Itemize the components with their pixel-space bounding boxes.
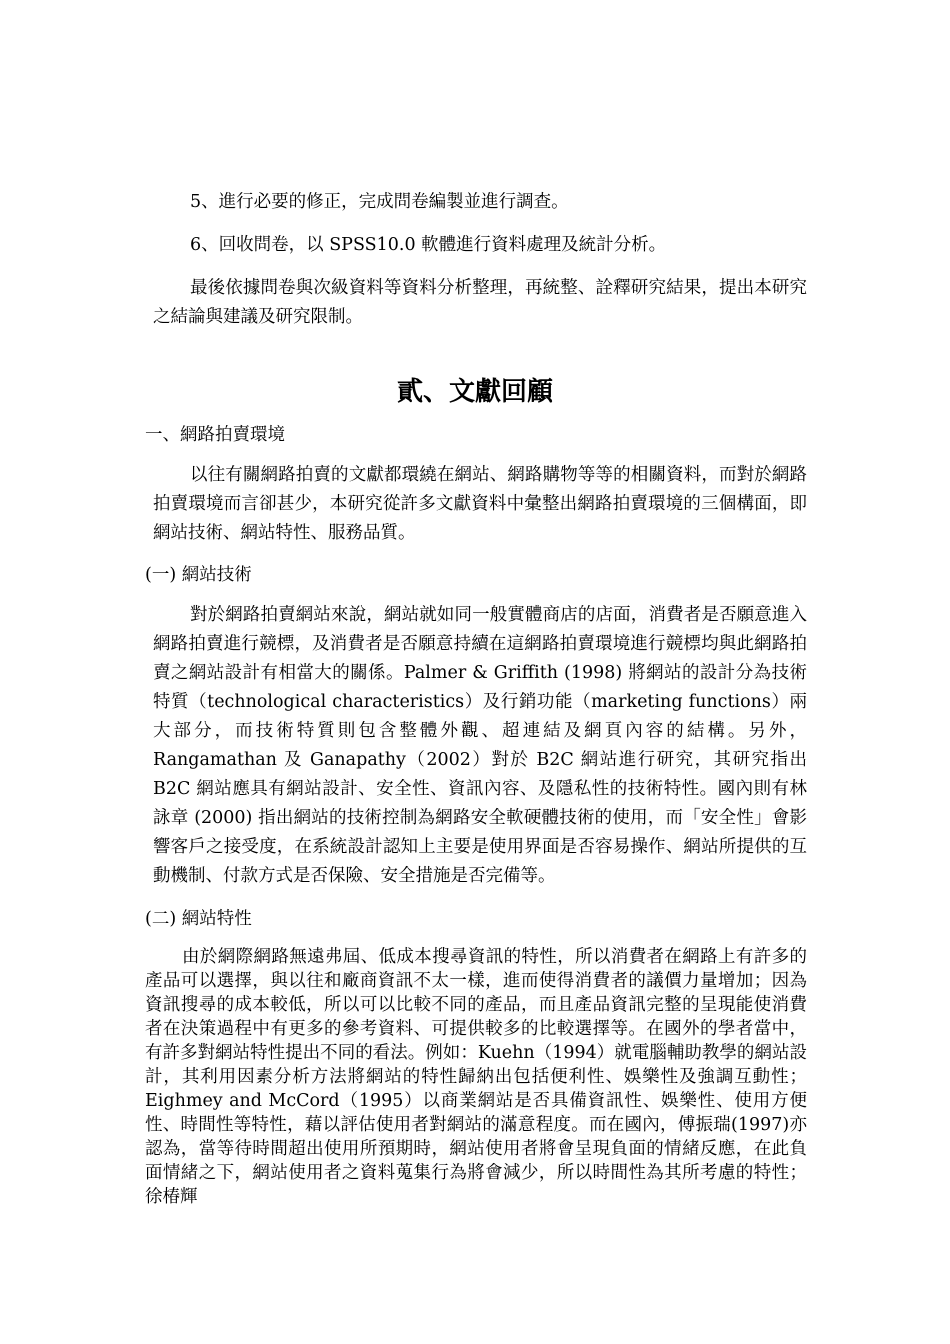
chapter-title: 貳、文獻回顧 [396, 377, 553, 407]
subsection-heading-tech: (一) 網站技術 [145, 565, 252, 585]
subsection-heading-feature: (二) 網站特性 [145, 909, 252, 929]
summary-paragraph: 最後依據問卷與次級資料等資料分析整理，再統整、詮釋研究結果，提出本研究之結論與建議及研究限制。 [153, 278, 807, 327]
list-item-5: 5、進行必要的修正，完成問卷編製並進行調查。 [190, 192, 569, 212]
section-heading: 一、網路拍賣環境 [145, 425, 285, 445]
section-intro-paragraph: 以往有關網路拍賣的文獻都環繞在網站、網路購物等等的相關資料，而對於網路拍賣環境而言卻甚少，本研究從許多文獻資料中彙整出網路拍賣環境的三個構面，即網站技術、網站特性、服務品質。 [153, 465, 807, 543]
tech-paragraph: 對於網路拍賣網站來說，網站就如同一般實體商店的店面，消費者是否願意進入網路拍賣進行競標，及消費者是否願意持續在這網路拍賣環境進行競標均與此網路拍賣之網站設計有相當大的關係。Palmer & Griffith (1998) 將網站的設計分為技術特質（technological characteristics）及行銷功能（marketing functions）兩大部分，而技術特質則包含整體外觀、超連結及網頁內容的結構。另外，Rangamathan 及 Ganapathy（2002）對於 B2C 網站進行研究，其研究指出 B2C 網站應具有網站設計、安全性、資訊內容、及隱私性的技術特性。國內則有林詠章 (2000) 指出網站的技術控制為網路安全軟硬體技術的使用，而「安全性」會影響客戶之接受度，在系統設計認知上主要是使用界面是否容易操作、網站所提供的互動機制、付款方式是否保險、安全措施是否完備等。 [153, 605, 807, 886]
feature-paragraph: 由於網際網路無遠弗屆、低成本搜尋資訊的特性，所以消費者在網路上有許多的產品可以選擇，與以往和廠商資訊不太一樣，進而使得消費者的議價力量增加；因為資訊搜尋的成本較低，所以可以比較不同的產品，而且產品資訊完整的呈現能使消費者在決策過程中有更多的參考資料、可提供較多的比較選擇等。在國外的學者當中，有許多對網站特性提出不同的看法。例如：Kuehn（1994）就電腦輔助教學的網站設計，其利用因素分析方法將網站的特性歸納出包括便利性、娛樂性及強調互動性；Eighmey and McCord（1995）以商業網站是否具備資訊性、娛樂性、使用方便性、時間性等特性，藉以評估使用者對網站的滿意程度。而在國內，傅振瑞(1997)亦認為，當等待時間超出使用所預期時，網站使用者將會呈現負面的情緒反應，在此負面情緒之下，網站使用者之資料蒐集行為將會減少，所以時間性為其所考慮的特性；徐椿輝 [145, 947, 807, 1207]
list-item-6: 6、回收問卷，以 SPSS10.0 軟體進行資料處理及統計分析。 [190, 235, 667, 255]
